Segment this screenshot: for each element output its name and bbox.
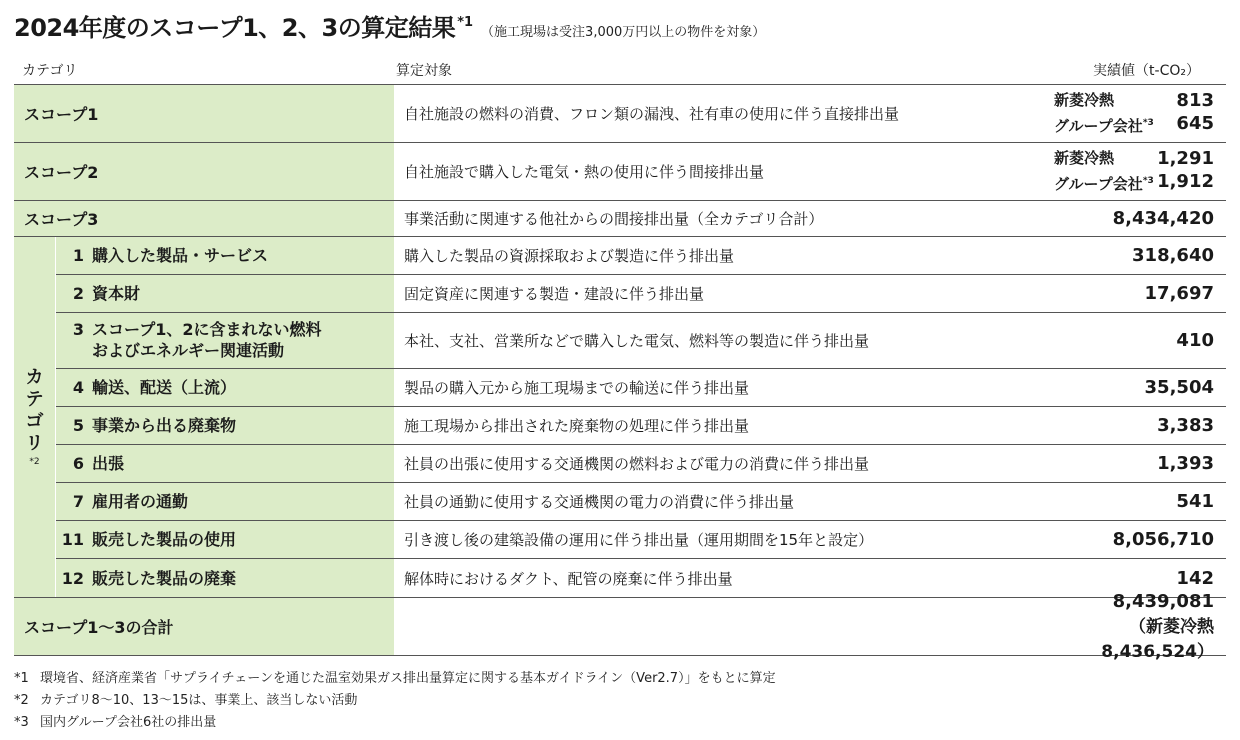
category-number: 5 (72, 416, 84, 435)
category-block (14, 237, 1226, 598)
category-side-char: テ (25, 389, 44, 410)
value-number: 813 (1176, 90, 1214, 111)
value-line (1044, 112, 1214, 138)
row-target: 社員の出張に使用する交通機関の燃料および電力の消費に伴う排出量 (404, 455, 870, 473)
footnote (14, 690, 776, 712)
category-name: 輸送、配送（上流） (92, 378, 237, 397)
footnote (14, 712, 776, 734)
category-name: 資本財 (92, 284, 141, 303)
category-number: 3 (72, 320, 84, 339)
footnote-text: 国内グループ会社6社の排出量 (40, 715, 217, 730)
category-name: 購入した製品・サービス (92, 246, 269, 265)
category-side-char: リ (25, 433, 44, 454)
value-number: 8,434,420 (1112, 208, 1214, 229)
row-target: 自社施設で購入した電気・熱の使用に伴う間接排出量 (404, 163, 765, 181)
row-target: 購入した製品の資源採取および製造に伴う排出量 (404, 247, 735, 265)
table-row-scope2 (14, 143, 1226, 201)
value-line (1044, 89, 1214, 112)
table-row (56, 275, 1226, 313)
value-number: 3,383 (1157, 415, 1214, 436)
value-number: 8,056,710 (1112, 529, 1214, 550)
value-number: 410 (1176, 330, 1214, 351)
footnote-text: 環境省、経済産業省「サプライチェーンを通じた温室効果ガス排出量算定に関する基本ガイドライン（Ver2.7）」をもとに算定 (40, 671, 776, 686)
value-label: グループ会社 (1054, 175, 1143, 193)
table-row-scope1 (14, 85, 1226, 143)
category-name-line2: およびエネルギー関連活動 (92, 341, 285, 360)
title-subtitle: （施工現場は受注3,000万円以上の物件を対象） (481, 25, 766, 40)
title-main: 2024年度のスコープ1、2、3の算定結果 (14, 14, 456, 42)
category-side-label (14, 237, 56, 597)
row-label: スコープ3 (14, 201, 394, 236)
row-label: スコープ1〜3の合計 (14, 598, 394, 655)
row-values (1044, 85, 1226, 142)
value-number: 318,640 (1132, 245, 1214, 266)
title-footnote-mark: *1 (457, 15, 474, 30)
header-category: カテゴリ (22, 63, 78, 79)
row-target: 事業活動に関連する他社からの間接排出量（全カテゴリ合計） (404, 210, 824, 228)
category-number: 6 (72, 454, 84, 473)
footnotes (14, 668, 776, 734)
category-number: 12 (61, 568, 84, 588)
row-target: 引き渡し後の建築設備の運用に伴う排出量（運用期間を15年と設定） (404, 531, 874, 549)
row-target: 社員の通勤に使用する交通機関の電力の消費に伴う排出量 (404, 493, 795, 511)
footnote-mark: *3 (1142, 176, 1154, 186)
footnote-mark: *2 (29, 457, 40, 467)
row-target: 施工現場から排出された廃棄物の処理に伴う排出量 (404, 417, 750, 435)
value-number: 17,697 (1144, 283, 1214, 304)
category-name: スコープ1、2に含まれない燃料 (92, 320, 322, 339)
value-number: 1,393 (1157, 453, 1214, 474)
row-target: 製品の購入元から施工現場までの輸送に伴う排出量 (404, 379, 750, 397)
table-row (56, 407, 1226, 445)
row-target: 解体時におけるダクト、配管の廃棄に伴う排出量 (404, 569, 733, 588)
footnote-mark: *3 (1142, 118, 1154, 128)
category-number: 7 (72, 492, 84, 511)
footnote-mark: *2 (14, 693, 29, 708)
value-number: 35,504 (1144, 377, 1214, 398)
table-row-total (14, 591, 1226, 662)
value-label: グループ会社 (1054, 117, 1143, 135)
footnote-mark: *3 (14, 715, 29, 730)
table-row (56, 313, 1226, 369)
row-target: 固定資産に関連する製造・建設に伴う排出量 (404, 285, 705, 303)
value-number: 1,912 (1157, 171, 1214, 192)
category-number: 2 (72, 284, 84, 303)
row-target: 自社施設の燃料の消費、フロン類の漏洩、社有車の使用に伴う直接排出量 (404, 105, 900, 123)
value-number: 541 (1176, 491, 1214, 512)
value-number: 1,291 (1157, 148, 1214, 169)
value-number: 645 (1176, 113, 1214, 134)
category-name: 出張 (92, 454, 125, 473)
table-row (56, 237, 1226, 275)
row-label: スコープ1 (14, 85, 394, 142)
value-line (1044, 170, 1214, 196)
row-label: スコープ2 (14, 143, 394, 200)
total-value: 8,439,081 (1112, 591, 1214, 612)
table-row (56, 521, 1226, 559)
value-label: 新菱冷熱 (1054, 91, 1115, 109)
table-row (56, 483, 1226, 521)
footnote-text: カテゴリ8〜10、13〜15は、事業上、該当しない活動 (40, 693, 358, 708)
footnote (14, 668, 776, 690)
header-value: 実績値（t-CO₂） (1093, 63, 1200, 79)
category-side-char: カ (25, 367, 44, 388)
category-name: 販売した製品の使用 (92, 530, 237, 549)
header-target: 算定対象 (396, 63, 452, 79)
footnote-mark: *1 (14, 671, 29, 686)
row-values (1044, 143, 1226, 200)
total-value-shinryo: （新菱冷熱 8,436,524） (1101, 617, 1214, 662)
value-line (1044, 147, 1214, 170)
category-number: 4 (72, 378, 84, 397)
value-label: 新菱冷熱 (1054, 149, 1115, 167)
table-row-scope3 (14, 201, 1226, 237)
category-name: 雇用者の通勤 (92, 492, 189, 511)
table-row (56, 445, 1226, 483)
category-number: 1 (72, 246, 84, 265)
page-title (14, 8, 765, 44)
emissions-table (14, 84, 1226, 662)
category-side-char: ゴ (25, 411, 44, 432)
row-target: 本社、支社、営業所などで購入した電気、燃料等の製造に伴う排出量 (404, 332, 870, 350)
category-number: 11 (61, 530, 84, 549)
table-row (56, 369, 1226, 407)
category-name: 事業から出る廃棄物 (92, 416, 237, 435)
value-number: 142 (1176, 567, 1214, 589)
category-name: 販売した製品の廃棄 (92, 568, 237, 588)
